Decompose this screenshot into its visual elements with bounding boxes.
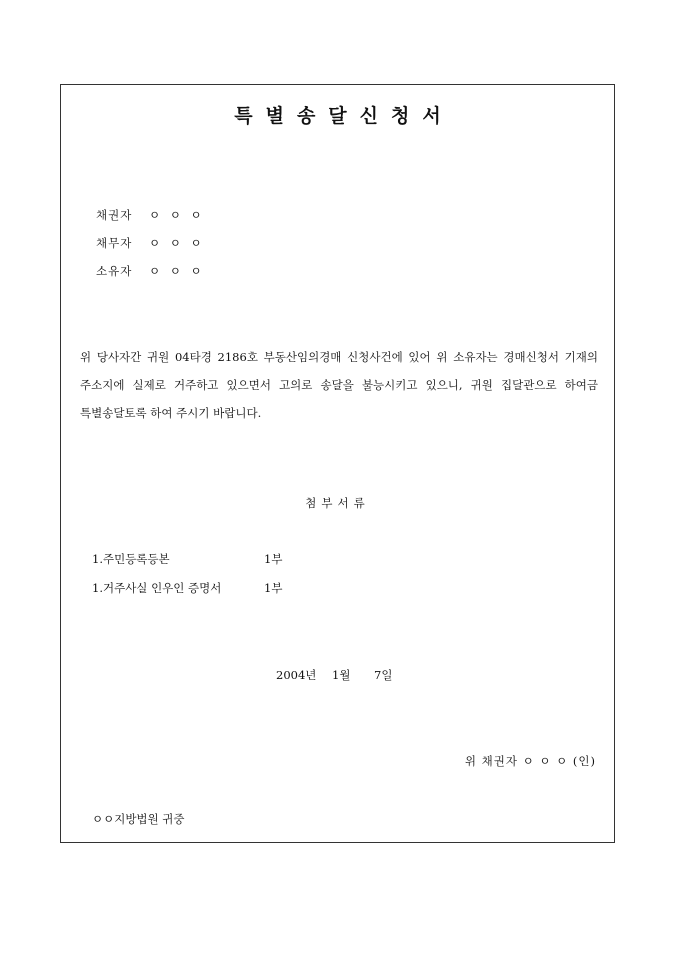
- party-role: 채권자: [96, 208, 133, 222]
- date-day: 7일: [374, 668, 393, 682]
- party-debtor: [96, 235, 205, 251]
- party-name: ㅇ ㅇ ㅇ: [149, 208, 205, 222]
- attachment-name: 1.주민등록등본: [92, 552, 170, 566]
- attachment-item: [92, 580, 282, 596]
- signer-line: 위 채권자 ㅇ ㅇ ㅇ (인): [464, 754, 596, 768]
- date-year: 2004년: [276, 668, 317, 682]
- party-name: ㅇ ㅇ ㅇ: [149, 236, 205, 250]
- party-role: 채무자: [96, 236, 133, 250]
- attachment-count: 1부: [264, 552, 283, 566]
- court-addressee: ㅇㅇ지방법원 귀중: [92, 812, 185, 826]
- attachment-count: 1부: [264, 581, 283, 595]
- document-title: 특별송달신청서: [234, 105, 454, 127]
- party-creditor: [96, 207, 205, 223]
- attachments-heading: 첨부서류: [305, 496, 370, 510]
- request-body-text: 위 당사자간 귀원 04타경 2186호 부동산임의경매 신청사건에 있어 위 소유자는 경매신청서 기재의 주소지에 실제로 거주하고 있으면서 고의로 송달을 불능시키고 있으니, 귀원 집달관으로 하여금 특별송달토록 하여 주시기 바랍니다.: [80, 350, 598, 420]
- date-month: 1월: [332, 668, 351, 682]
- party-owner: [96, 263, 205, 279]
- party-name: ㅇ ㅇ ㅇ: [149, 264, 205, 278]
- party-role: 소유자: [96, 264, 133, 278]
- attachment-name: 1.거주사실 인우인 증명서: [92, 581, 222, 595]
- filing-date: [276, 667, 392, 683]
- attachment-item: [92, 551, 282, 567]
- document-frame: [60, 84, 615, 843]
